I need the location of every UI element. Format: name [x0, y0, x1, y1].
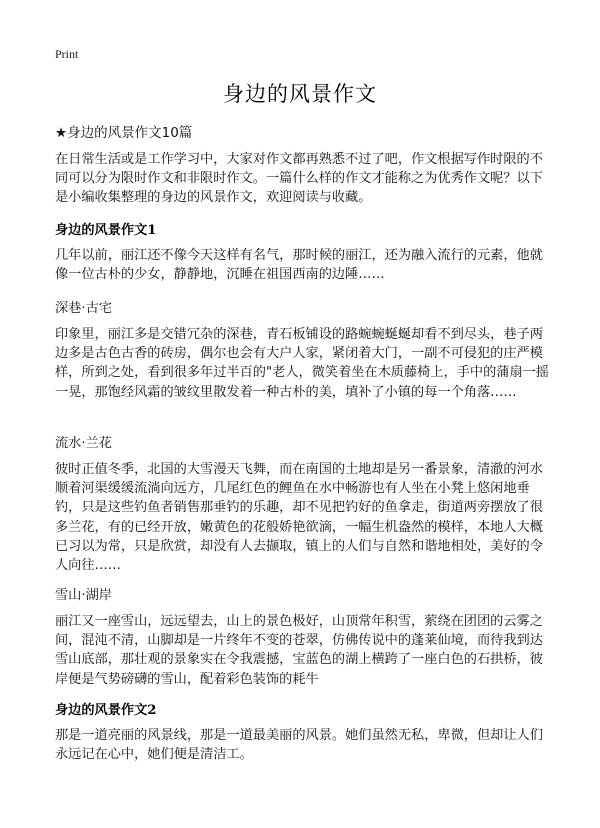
page-title: 身边的风景作文: [223, 82, 377, 106]
section-paragraph-2: 彼时正值冬季，北国的大雪漫天飞舞，而在南国的土地却是另一番景象，清澈的河水顺着河渠缓缓流淌向远方，几尾红色的鲤鱼在水中畅游也有人坐在小凳上悠闲地垂钓，只是这些钓鱼者销售那垂钓的乐趣，却不见把钓好的鱼拿走，街道两旁摆放了很多兰花，有的已经开放，嫩黄色的花般娇艳欲滴，一幅生机盎然的模样，本地人大概已习以为常，只是欣赏，却没有人去撷取，镇上的人们与自然和谐地相处，美好的令人向往……: [55, 462, 543, 574]
essay-2-opening: 那是一道亮丽的风景线，那是一道最美丽的风景。她们虽然无私，卑微，但却让人们永远记在心中，她们便是清洁工。: [55, 728, 543, 763]
print-label: Print: [55, 47, 79, 61]
section-paragraph-3: 丽江又一座雪山，远远望去，山上的景色极好，山顶常年积雪，萦绕在团团的云雾之间，混沌不清，山脚却是一片终年不变的苍翠，仿佛传说中的蓬莱仙境，而待我到达雪山底部，那壮观的景象实在令我震撼，宝蓝色的湖上横跨了一座白色的石拱桥，彼岸便是气势磅礴的雪山，配着彩色装饰的耗牛: [55, 614, 543, 687]
subtitle: ★身边的风景作文10篇: [55, 125, 193, 141]
section-subhead-1: 深巷·古宅: [55, 301, 112, 316]
essay-2-heading: 身边的风景作文2: [55, 703, 157, 718]
section-subhead-3: 雪山·湖岸: [55, 588, 112, 603]
essay-1-heading: 身边的风景作文1: [55, 223, 157, 238]
section-paragraph-1: 印象里，丽江多是交错冗杂的深巷，青石板铺设的路蜿蜿蜒蜒却看不到尽头，巷子两边多是古色古香的砖房，偶尔也会有大户人家，紧闭着大门，一副不可侵犯的庄严模样，所到之处，看到很多年过半百的"老人，微笑着坐在木质藤椅上，手中的蒲扇一摇一晃，那饱经风霜的皱纹里散发着一种古朴的美，填补了小镇的每一个角落……: [55, 327, 549, 400]
essay-1-opening: 几年以前，丽江还不像今天这样有名气，那时候的丽江，还为融入流行的元素，他就像一位古朴的少女，静静地，沉睡在祖国西南的边陲……: [55, 248, 543, 283]
section-subhead-2: 流水·兰花: [55, 436, 112, 451]
intro-paragraph: 在日常生活或是工作学习中，大家对作文都再熟悉不过了吧，作文根据写作时限的不同可以分为限时作文和非限时作文。一篇什么样的作文才能称之为优秀作文呢？以下是小编收集整理的身边的风景作文，欢迎阅读与收藏。: [55, 152, 543, 206]
